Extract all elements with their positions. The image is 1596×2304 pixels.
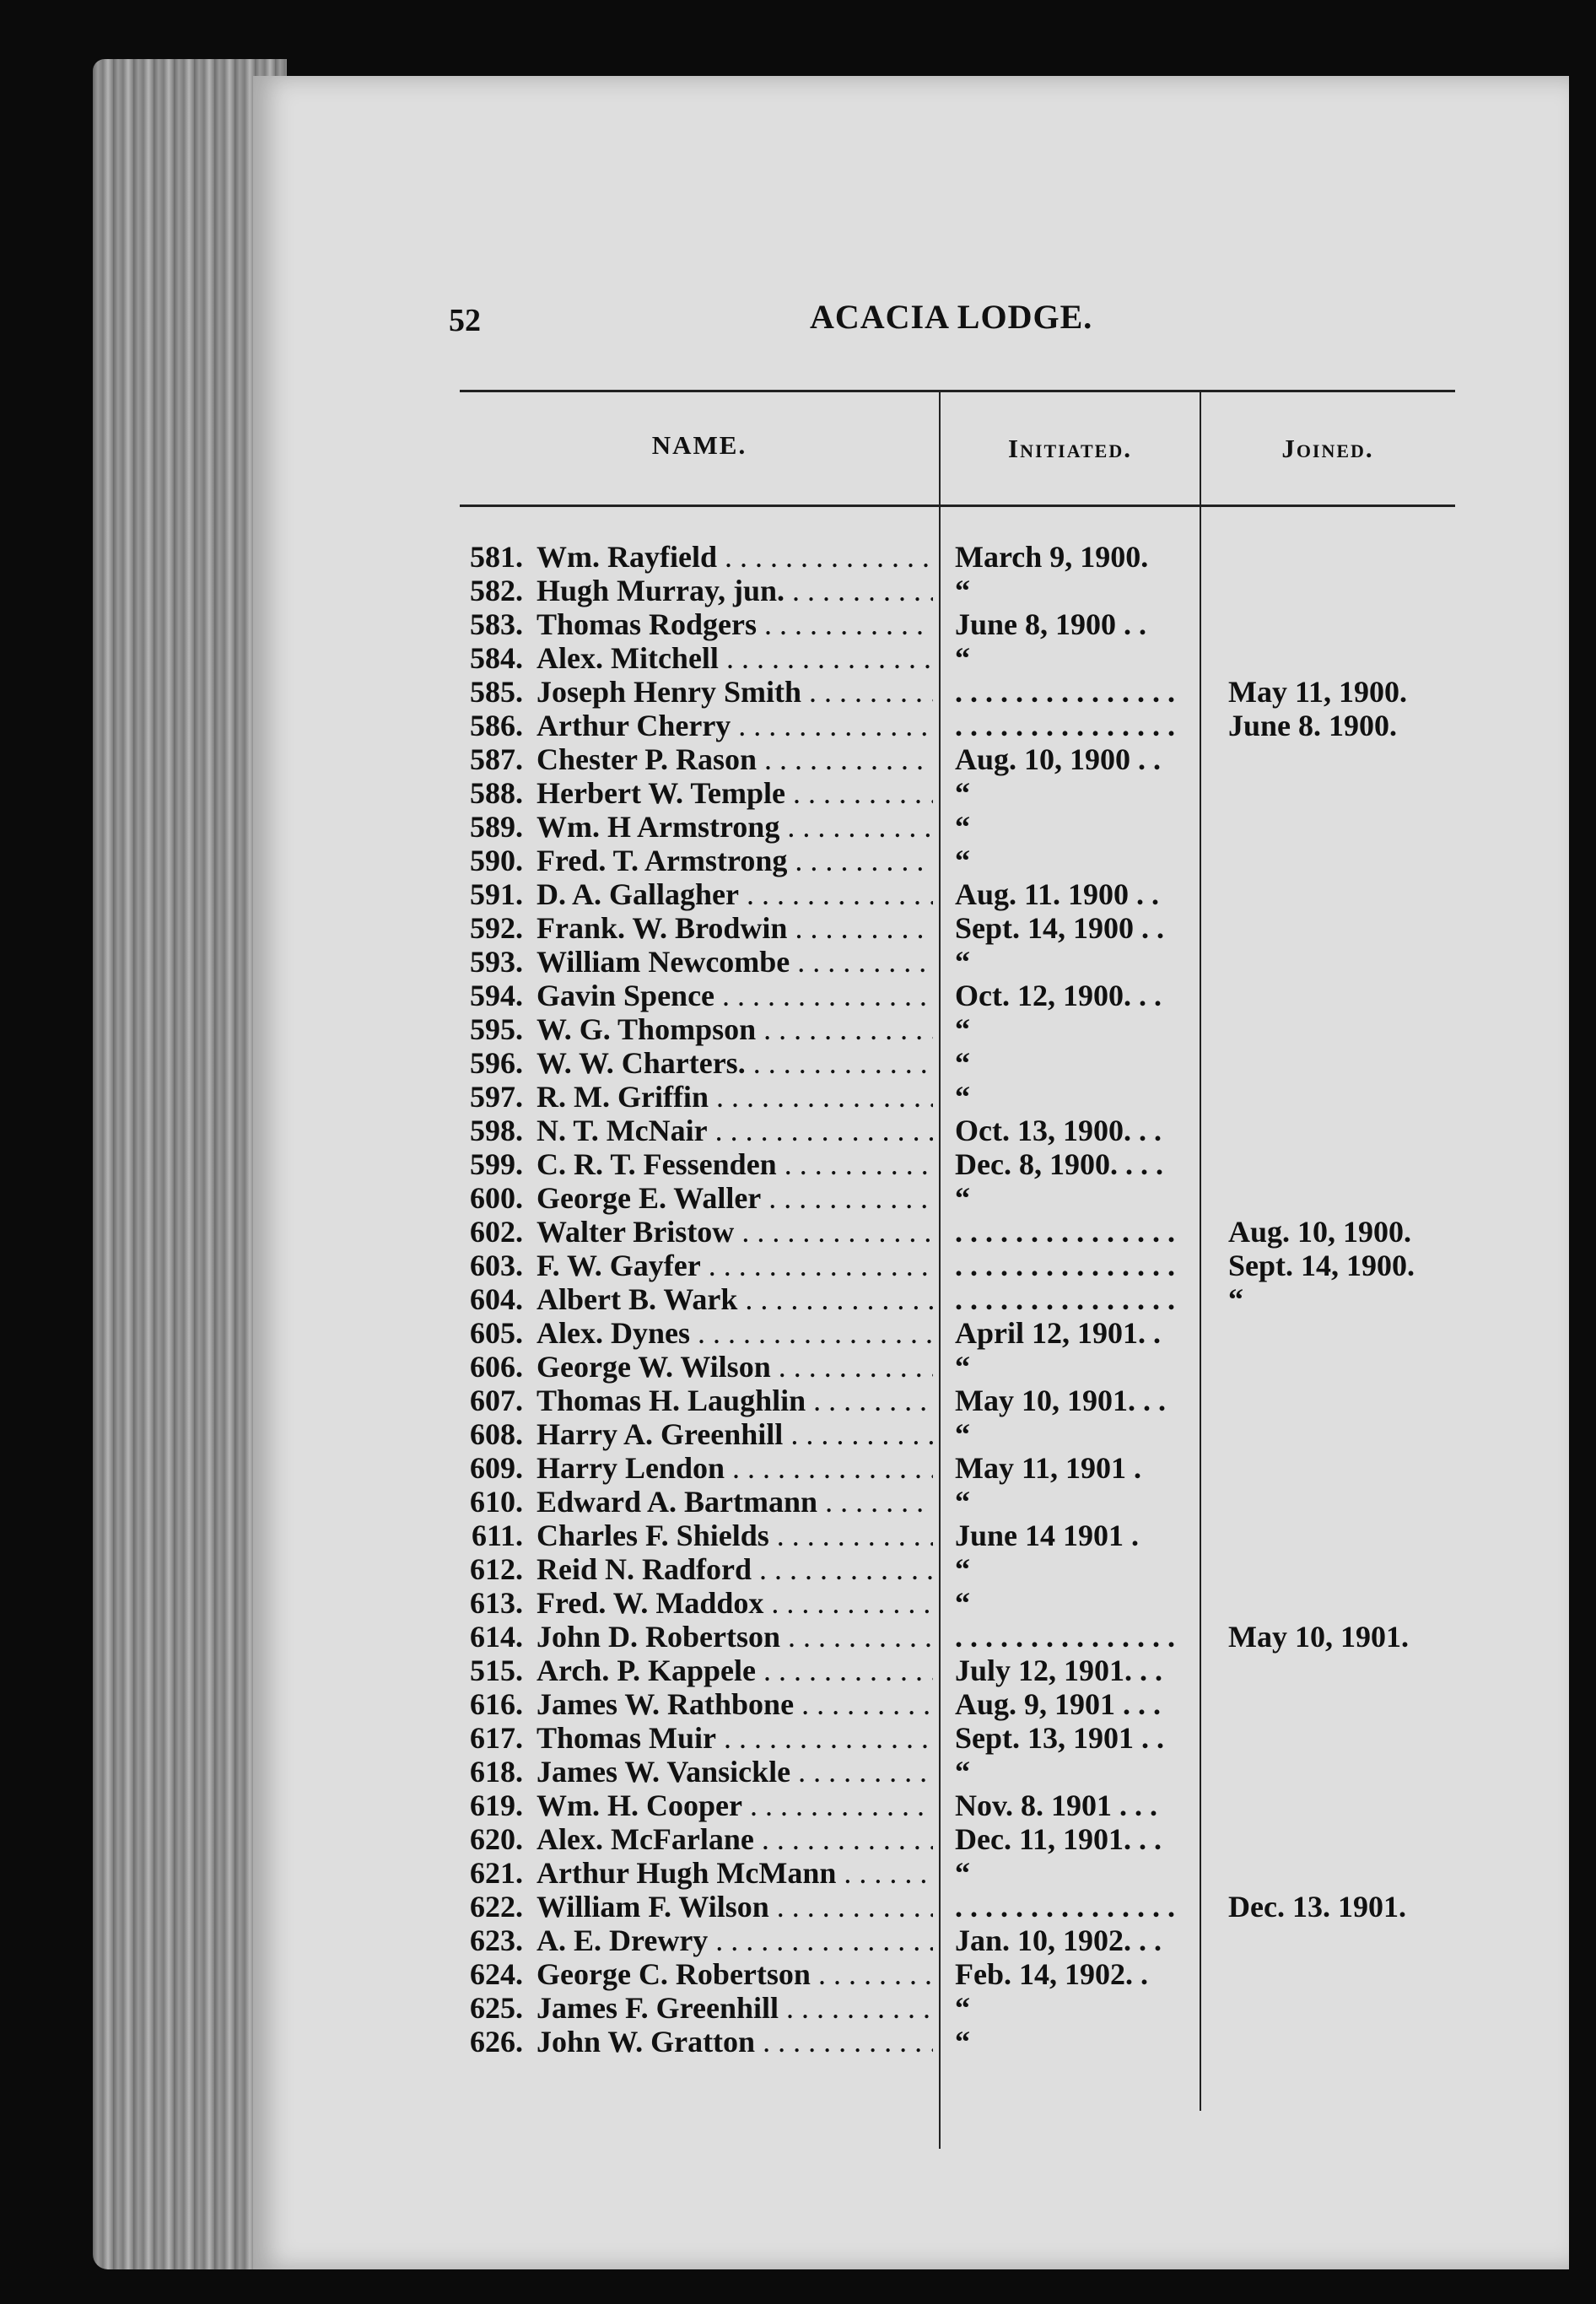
member-name: W. G. Thompson . . . bbox=[536, 1012, 933, 1046]
member-name: George C. Robertson . . . bbox=[536, 1957, 933, 1991]
member-number: 622. bbox=[470, 1890, 523, 1924]
member-name: Arthur Cherry . . . bbox=[536, 709, 933, 742]
member-name: Arthur Hugh McMann . . . bbox=[536, 1856, 933, 1890]
initiated-date: Jan. 10, 1902. . . bbox=[955, 1924, 1162, 1957]
member-name: William F. Wilson . . . bbox=[536, 1890, 933, 1924]
member-name: Thomas Rodgers . . . bbox=[536, 607, 933, 641]
page-number: 52 bbox=[449, 303, 481, 338]
initiated-date: . . . . . . . . . . . . . . . bbox=[955, 1282, 1175, 1316]
table-row bbox=[456, 1350, 1510, 1384]
initiated-date: “ bbox=[955, 1755, 970, 1789]
initiated-date: April 12, 1901. . bbox=[955, 1316, 1162, 1350]
initiated-date: “ bbox=[955, 1046, 970, 1080]
member-name: James W. Vansickle . . . bbox=[536, 1755, 933, 1789]
member-number: 604. bbox=[470, 1282, 523, 1316]
member-number: 594. bbox=[470, 979, 523, 1012]
member-name: Arch. P. Kappele . . . bbox=[536, 1654, 933, 1687]
member-name: Wm. H. Cooper . . . bbox=[536, 1789, 933, 1822]
member-name: Thomas Muir . . . bbox=[536, 1721, 933, 1755]
member-number: 621. bbox=[470, 1856, 523, 1890]
table-row bbox=[456, 1282, 1510, 1316]
table-row bbox=[456, 1721, 1510, 1755]
member-number: 587. bbox=[470, 742, 523, 776]
initiated-date: Dec. 11, 1901. . . bbox=[955, 1822, 1162, 1856]
table-row bbox=[456, 776, 1510, 810]
member-number: 611. bbox=[471, 1519, 523, 1552]
initiated-date: “ bbox=[955, 1417, 970, 1451]
initiated-date: . . . . . . . . . . . . . . . bbox=[955, 1249, 1175, 1282]
member-number: 616. bbox=[470, 1687, 523, 1721]
table-row bbox=[456, 1114, 1510, 1147]
joined-date: “ bbox=[1228, 1282, 1243, 1316]
header-bottom-rule bbox=[460, 505, 1455, 507]
member-name: George E. Waller . . . bbox=[536, 1181, 933, 1215]
member-number: 589. bbox=[470, 810, 523, 844]
member-name: Alex. Mitchell . . . bbox=[536, 641, 933, 675]
initiated-date: . . . . . . . . . . . . . . . bbox=[955, 675, 1175, 709]
table-row bbox=[456, 945, 1510, 979]
table-row bbox=[456, 1147, 1510, 1181]
member-number: 598. bbox=[470, 1114, 523, 1147]
initiated-date: “ bbox=[955, 810, 970, 844]
initiated-date: Feb. 14, 1902. . bbox=[955, 1957, 1148, 1991]
table-row bbox=[456, 1451, 1510, 1485]
table-row bbox=[456, 1417, 1510, 1451]
member-number: 619. bbox=[470, 1789, 523, 1822]
member-number: 596. bbox=[470, 1046, 523, 1080]
member-number: 588. bbox=[470, 776, 523, 810]
table-row bbox=[456, 1991, 1510, 2025]
member-number: 602. bbox=[470, 1215, 523, 1249]
member-number: 590. bbox=[470, 844, 523, 877]
member-name: Fred. W. Maddox . . . bbox=[536, 1586, 933, 1620]
initiated-date: Aug. 11. 1900 . . bbox=[955, 877, 1160, 911]
initiated-date: “ bbox=[955, 776, 970, 810]
member-number: 603. bbox=[470, 1249, 523, 1282]
initiated-date: Aug. 10, 1900 . . bbox=[955, 742, 1162, 776]
member-number: 597. bbox=[470, 1080, 523, 1114]
member-name: Edward A. Bartmann . . . bbox=[536, 1485, 933, 1519]
header-top-rule bbox=[460, 390, 1455, 392]
member-number: 614. bbox=[470, 1620, 523, 1654]
member-name: Gavin Spence . . . bbox=[536, 979, 933, 1012]
table-row bbox=[456, 877, 1510, 911]
joined-date: Aug. 10, 1900. bbox=[1228, 1215, 1412, 1249]
member-name: Frank. W. Brodwin . . . bbox=[536, 911, 933, 945]
table-row bbox=[456, 1890, 1510, 1924]
member-number: 593. bbox=[470, 945, 523, 979]
initiated-date: Sept. 14, 1900 . . bbox=[955, 911, 1165, 945]
table-row bbox=[456, 1485, 1510, 1519]
member-number: 623. bbox=[470, 1924, 523, 1957]
table-row bbox=[456, 1249, 1510, 1282]
table-row bbox=[456, 1519, 1510, 1552]
member-name: Harry A. Greenhill . . . bbox=[536, 1417, 933, 1451]
member-name: John D. Robertson . . . bbox=[536, 1620, 933, 1654]
member-name: James W. Rathbone . . . bbox=[536, 1687, 933, 1721]
member-number: 515. bbox=[470, 1654, 523, 1687]
joined-date: June 8. 1900. bbox=[1228, 709, 1398, 742]
joined-date: Sept. 14, 1900. bbox=[1228, 1249, 1415, 1282]
initiated-date: . . . . . . . . . . . . . . . bbox=[955, 1890, 1175, 1924]
table-row bbox=[456, 1755, 1510, 1789]
member-number: 626. bbox=[470, 2025, 523, 2058]
member-name: Alex. McFarlane . . . bbox=[536, 1822, 933, 1856]
initiated-date: “ bbox=[955, 1552, 970, 1586]
initiated-date: June 8, 1900 . . bbox=[955, 607, 1147, 641]
table-row bbox=[456, 574, 1510, 607]
table-row bbox=[456, 1046, 1510, 1080]
member-number: 620. bbox=[470, 1822, 523, 1856]
table-row bbox=[456, 1181, 1510, 1215]
initiated-date: Dec. 8, 1900. . . . bbox=[955, 1147, 1163, 1181]
member-name: Harry Lendon . . . bbox=[536, 1451, 933, 1485]
initiated-column-header: Initiated. bbox=[1008, 434, 1132, 463]
member-number: 599. bbox=[470, 1147, 523, 1181]
member-number: 612. bbox=[470, 1552, 523, 1586]
table-row bbox=[456, 1215, 1510, 1249]
member-name: D. A. Gallagher . . . bbox=[536, 877, 933, 911]
initiated-date: May 11, 1901 . bbox=[955, 1451, 1141, 1485]
table-row bbox=[456, 979, 1510, 1012]
member-number: 617. bbox=[470, 1721, 523, 1755]
member-number: 609. bbox=[470, 1451, 523, 1485]
member-number: 583. bbox=[470, 607, 523, 641]
initiated-date: . . . . . . . . . . . . . . . bbox=[955, 709, 1175, 742]
table-row bbox=[456, 540, 1510, 574]
initiated-date: Sept. 13, 1901 . . bbox=[955, 1721, 1165, 1755]
table-row bbox=[456, 1586, 1510, 1620]
member-number: 591. bbox=[470, 877, 523, 911]
member-name: Charles F. Shields . . . bbox=[536, 1519, 933, 1552]
member-number: 610. bbox=[470, 1485, 523, 1519]
member-number: 607. bbox=[470, 1384, 523, 1417]
initiated-date: “ bbox=[955, 1012, 970, 1046]
table-row bbox=[456, 607, 1510, 641]
member-number: 581. bbox=[470, 540, 523, 574]
member-number: 625. bbox=[470, 1991, 523, 2025]
member-name: W. W. Charters. . . . bbox=[536, 1046, 933, 1080]
member-name: John W. Gratton . . . bbox=[536, 2025, 933, 2058]
table-row bbox=[456, 2025, 1510, 2058]
table-row bbox=[456, 1822, 1510, 1856]
initiated-date: “ bbox=[955, 844, 970, 877]
member-name: Hugh Murray, jun. . . . bbox=[536, 574, 933, 607]
member-number: 618. bbox=[470, 1755, 523, 1789]
table-row bbox=[456, 1957, 1510, 1991]
member-name: Albert B. Wark . . . bbox=[536, 1282, 933, 1316]
member-number: 600. bbox=[470, 1181, 523, 1215]
member-name: F. W. Gayfer . . . bbox=[536, 1249, 933, 1282]
member-name: R. M. Griffin . . . bbox=[536, 1080, 933, 1114]
initiated-date: “ bbox=[955, 1991, 970, 2025]
member-name: Chester P. Rason . . . bbox=[536, 742, 933, 776]
joined-date: Dec. 13. 1901. bbox=[1228, 1890, 1406, 1924]
table-row bbox=[456, 1620, 1510, 1654]
table-row bbox=[456, 1687, 1510, 1721]
member-number: 584. bbox=[470, 641, 523, 675]
member-list bbox=[456, 540, 1510, 2058]
initiated-date: “ bbox=[955, 574, 970, 607]
table-row bbox=[456, 742, 1510, 776]
member-name: N. T. McNair . . . bbox=[536, 1114, 933, 1147]
initiated-date: May 10, 1901. . . bbox=[955, 1384, 1166, 1417]
initiated-date: Aug. 9, 1901 . . . bbox=[955, 1687, 1162, 1721]
initiated-date: Oct. 12, 1900. . . bbox=[955, 979, 1162, 1012]
joined-date: May 10, 1901. bbox=[1228, 1620, 1409, 1654]
member-number: 608. bbox=[470, 1417, 523, 1451]
member-name: Fred. T. Armstrong . . . bbox=[536, 844, 933, 877]
member-name: Wm. Rayfield . . . bbox=[536, 540, 933, 574]
table-row bbox=[456, 1789, 1510, 1822]
initiated-date: July 12, 1901. . . bbox=[955, 1654, 1163, 1687]
table-row bbox=[456, 641, 1510, 675]
initiated-date: “ bbox=[955, 1485, 970, 1519]
initiated-date: “ bbox=[955, 1080, 970, 1114]
initiated-date: June 14 1901 . bbox=[955, 1519, 1140, 1552]
initiated-date: . . . . . . . . . . . . . . . bbox=[955, 1620, 1175, 1654]
initiated-date: . . . . . . . . . . . . . . . bbox=[955, 1215, 1175, 1249]
table-row bbox=[456, 1384, 1510, 1417]
page-title: ACACIA LODGE. bbox=[810, 298, 1093, 336]
member-number: 605. bbox=[470, 1316, 523, 1350]
member-name: Reid N. Radford . . . bbox=[536, 1552, 933, 1586]
table-row bbox=[456, 1080, 1510, 1114]
initiated-date: “ bbox=[955, 1856, 970, 1890]
table-row bbox=[456, 1316, 1510, 1350]
initiated-date: “ bbox=[955, 945, 970, 979]
member-name: Wm. H Armstrong . . . bbox=[536, 810, 933, 844]
initiated-date: “ bbox=[955, 1350, 970, 1384]
table-row bbox=[456, 1552, 1510, 1586]
initiated-date: “ bbox=[955, 1586, 970, 1620]
table-row bbox=[456, 810, 1510, 844]
name-column-header: NAME. bbox=[651, 430, 747, 460]
table-row bbox=[456, 675, 1510, 709]
joined-date: May 11, 1900. bbox=[1228, 675, 1407, 709]
member-name: Thomas H. Laughlin . . . bbox=[536, 1384, 933, 1417]
member-name: Herbert W. Temple . . . bbox=[536, 776, 933, 810]
member-number: 606. bbox=[470, 1350, 523, 1384]
member-number: 595. bbox=[470, 1012, 523, 1046]
member-number: 586. bbox=[470, 709, 523, 742]
table-row bbox=[456, 1856, 1510, 1890]
initiated-date: “ bbox=[955, 2025, 970, 2058]
member-name: C. R. T. Fessenden . . . bbox=[536, 1147, 933, 1181]
table-row bbox=[456, 709, 1510, 742]
member-number: 585. bbox=[470, 675, 523, 709]
member-name: James F. Greenhill . . . bbox=[536, 1991, 933, 2025]
table-row bbox=[456, 1012, 1510, 1046]
initiated-date: Nov. 8. 1901 . . . bbox=[955, 1789, 1158, 1822]
member-name: A. E. Drewry . . . bbox=[536, 1924, 933, 1957]
ledger-page bbox=[253, 76, 1569, 2269]
table-row bbox=[456, 1654, 1510, 1687]
member-name: Joseph Henry Smith . . . bbox=[536, 675, 933, 709]
table-row bbox=[456, 1924, 1510, 1957]
member-number: 592. bbox=[470, 911, 523, 945]
initiated-date: Oct. 13, 1900. . . bbox=[955, 1114, 1162, 1147]
initiated-date: “ bbox=[955, 641, 970, 675]
initiated-date: March 9, 1900. bbox=[955, 540, 1149, 574]
member-name: Alex. Dynes . . . bbox=[536, 1316, 933, 1350]
member-name: William Newcombe . . . bbox=[536, 945, 933, 979]
member-number: 582. bbox=[470, 574, 523, 607]
member-name: Walter Bristow . . . bbox=[536, 1215, 933, 1249]
member-number: 613. bbox=[470, 1586, 523, 1620]
joined-column-header: Joined. bbox=[1281, 434, 1374, 463]
table-row bbox=[456, 844, 1510, 877]
member-name: George W. Wilson . . . bbox=[536, 1350, 933, 1384]
initiated-date: “ bbox=[955, 1181, 970, 1215]
table-row bbox=[456, 911, 1510, 945]
member-number: 624. bbox=[470, 1957, 523, 1991]
